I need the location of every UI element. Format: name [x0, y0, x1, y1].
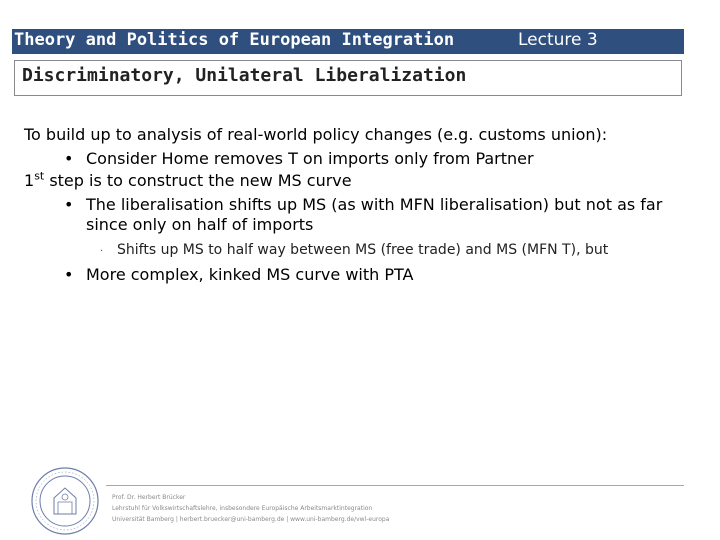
bullet-icon: • [64, 195, 74, 214]
intro-paragraph: To build up to analysis of real-world policy changes (e.g. customs union): [24, 125, 608, 144]
bullet-item [24, 149, 684, 169]
slide-content [24, 125, 684, 285]
step-ordinal: st [34, 169, 45, 183]
bullet-item [24, 195, 684, 235]
sub-bullet-text: Shifts up MS to half way between MS (free trade) and MS (MFN T), but [117, 242, 609, 258]
bullet-text: The liberalisation shifts up MS (as with MFN liberalisation) but not as far since only on half of imports [86, 195, 663, 234]
header-title: Theory and Politics of European Integration [14, 30, 455, 50]
sub-bullet-icon: · [100, 246, 104, 257]
footer-contact: Universität Bamberg | herbert.bruecker@uni-bamberg.de | www.uni-bamberg.de/vwl-europa [112, 516, 390, 523]
sub-bullet-item [24, 241, 684, 261]
university-seal-icon [30, 466, 100, 536]
footer-info [112, 492, 389, 525]
bullet-text: More complex, kinked MS curve with PTA [86, 265, 414, 284]
slide-subtitle: Discriminatory, Unilateral Liberalization [22, 65, 467, 86]
bullet-text: Consider Home removes T on imports only from Partner [86, 149, 534, 168]
lecture-label: Lecture 3 [518, 30, 598, 50]
step-number: 1 [24, 171, 35, 190]
step-paragraph [24, 171, 684, 191]
bullet-icon: • [64, 149, 74, 168]
bullet-item [24, 265, 684, 285]
bullet-icon: • [64, 265, 74, 284]
step-text: step is to construct the new MS curve [44, 171, 352, 190]
footer-name: Prof. Dr. Herbert Brücker [112, 494, 186, 501]
footer-divider [106, 485, 684, 486]
footer-chair: Lehrstuhl für Volkswirtschaftslehre, insbesondere Europäische Arbeitsmarktintegration [112, 505, 373, 512]
